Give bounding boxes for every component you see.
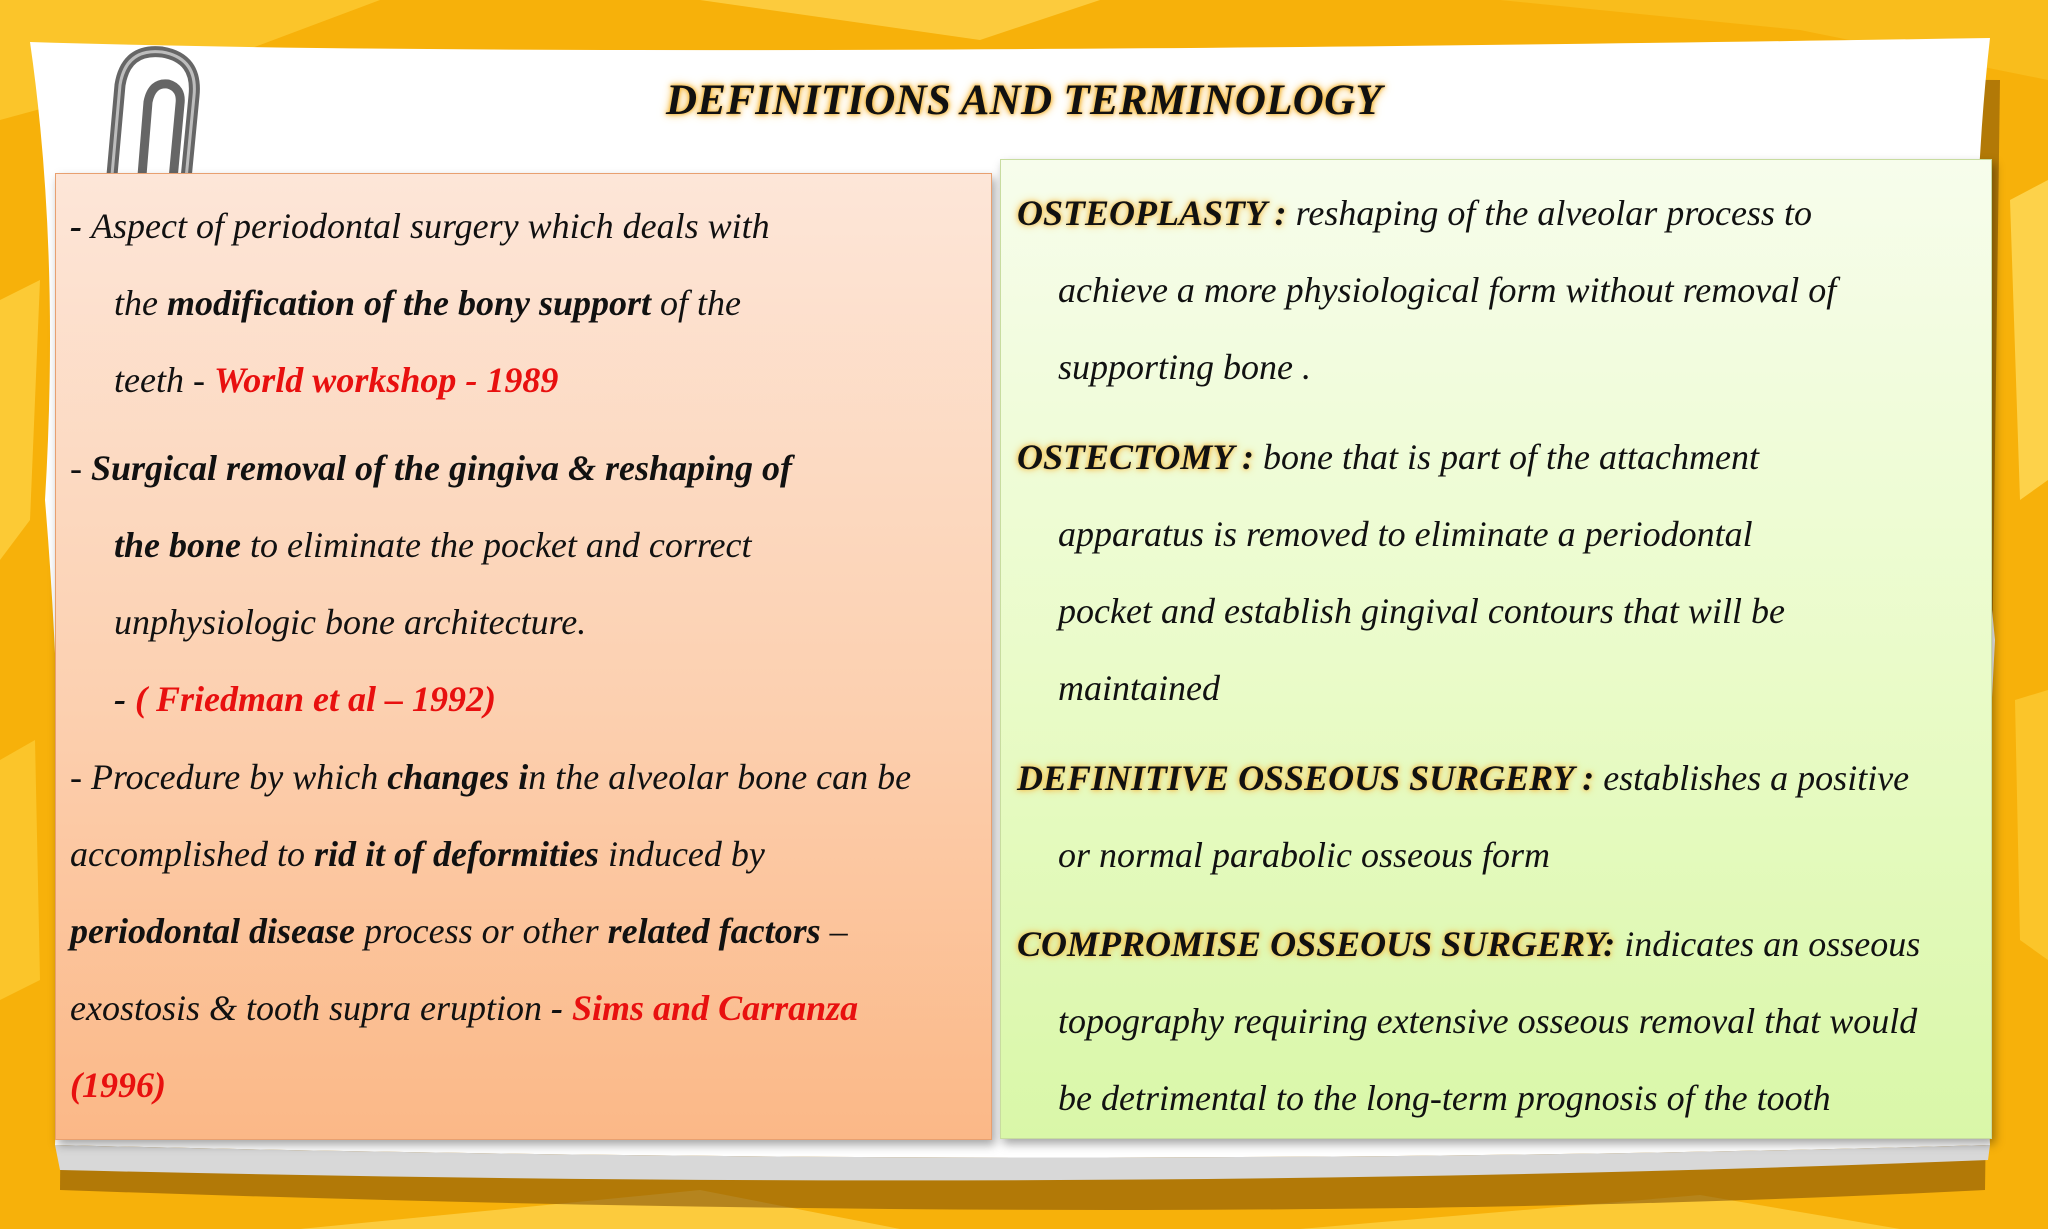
dash: - [70,206,91,246]
term-definition: indicates an osseous [1615,924,1921,964]
dash: - [70,448,91,488]
term-definition: be detrimental to the long-term prognosis of the tooth [1058,1078,1831,1118]
def1-text: the [114,283,167,323]
term-definition: supporting bone . [1058,347,1312,387]
def3-emphasis: rid it of deformities [313,834,599,874]
osteoplasty-line3 [1058,349,1311,385]
def1-emphasis: modification of the bony support [166,283,652,323]
def1-citation: World workshop - 1989 [213,360,559,400]
right-terminology-panel [1000,159,1992,1139]
def1-line1 [70,208,770,244]
def2-line1 [70,450,792,486]
def3-citation-year: (1996) [70,1065,166,1105]
def3-line5 [70,1067,166,1103]
def3-text: exostosis & tooth supra eruption [70,988,552,1028]
term-definitive-osseous-surgery: DEFINITIVE OSSEOUS SURGERY : [1017,758,1595,798]
def3-text: n the alveolar bone can be [528,757,912,797]
def3-line2 [70,836,765,872]
def2-line2 [114,527,752,563]
def1-text: teeth - [114,360,214,400]
def3-text: accomplished to [70,834,314,874]
def3-text: induced by [598,834,765,874]
ostectomy-line1 [1017,439,1759,475]
def1-line2 [114,285,741,321]
term-definition: achieve a more physiological form without removal of [1058,270,1837,310]
def3-text: – [820,911,848,951]
term-ostectomy: OSTECTOMY : [1017,437,1255,477]
compromise-line3 [1058,1080,1831,1116]
def3-emphasis: periodontal disease [70,911,355,951]
def2-text: unphysiologic bone architecture. [114,602,587,642]
left-definitions-panel [55,173,992,1140]
def3-emphasis: changes i [387,757,529,797]
def3-line4 [70,990,858,1026]
term-compromise-osseous-surgery: COMPROMISE OSSEOUS SURGERY: [1017,924,1616,964]
term-definition: reshaping of the alveolar process to [1286,193,1812,233]
compromise-line2 [1058,1003,1917,1039]
def2-text: to eliminate the pocket and correct [241,525,752,565]
term-osteoplasty: OSTEOPLASTY : [1017,193,1287,233]
ostectomy-line3 [1058,593,1785,629]
def2-emphasis: the bone [114,525,242,565]
term-definition: pocket and establish gingival contours that will be [1058,591,1785,631]
def3-text: process or other [355,911,608,951]
term-definition: topography requiring extensive osseous removal that would [1058,1001,1918,1041]
term-definition: bone that is part of the attachment [1254,437,1759,477]
osteoplasty-line1 [1017,195,1812,231]
def3-text: - Procedure by which [70,757,388,797]
def1-text: Aspect of periodontal surgery which deals with [91,206,770,246]
osteoplasty-line2 [1058,272,1836,308]
ostectomy-line2 [1058,516,1753,552]
def3-citation: Sims and Carranza [572,988,859,1028]
def3-emphasis: related factors [607,911,821,951]
def2-emphasis: Surgical removal of the gingiva & reshaping of [91,448,793,488]
def3-line1 [70,759,911,795]
def2-line4 [114,681,496,717]
term-definition: apparatus is removed to eliminate a periodontal [1058,514,1753,554]
term-definition: or normal parabolic osseous form [1058,835,1551,875]
dash: - [114,679,135,719]
ostectomy-line4 [1058,670,1220,706]
def3-line3 [70,913,848,949]
dash: - [551,988,573,1028]
compromise-line1 [1017,926,1920,962]
def2-line3 [114,604,586,640]
def1-text: of the [651,283,741,323]
definitive-line1 [1017,760,1909,796]
term-definition: maintained [1058,668,1220,708]
def2-citation: ( Friedman et al – 1992) [135,679,496,719]
page-title: DEFINITIONS AND TERMINOLOGY [665,77,1383,124]
definitive-line2 [1058,837,1550,873]
term-definition: establishes a positive [1594,758,1910,798]
def1-line3 [114,362,558,398]
